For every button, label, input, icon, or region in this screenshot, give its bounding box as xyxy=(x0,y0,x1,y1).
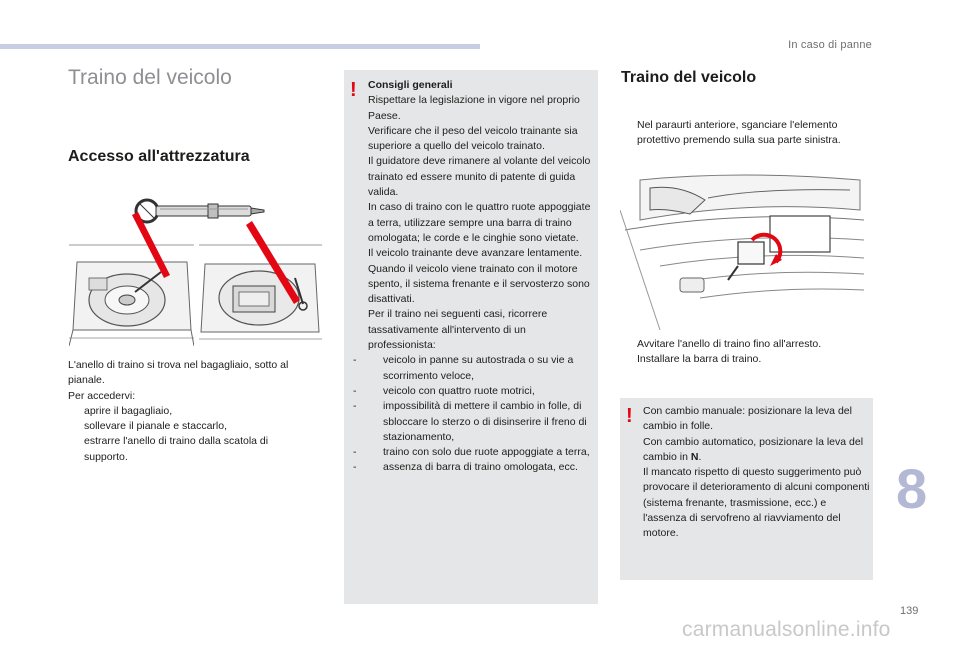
warning-icon: ! xyxy=(350,79,357,101)
case-item: - assenza di barra di traino omologata, ecc. xyxy=(353,461,578,474)
step-lift-floor: sollevare il pianale e staccarlo, xyxy=(84,420,227,433)
general-advice-text xyxy=(353,78,594,476)
page-number: 139 xyxy=(900,605,919,617)
advice-paragraph: Quando il veicolo viene trainato con il motore spento, il sistema frenante e il servosterzo sono disattivati. xyxy=(368,262,590,306)
case-item: - veicolo con quattro ruote motrici, xyxy=(353,384,535,397)
left-text-block xyxy=(68,358,313,465)
advice-paragraph: Il veicolo trainante deve avanzare lentamente. xyxy=(368,247,583,260)
advice-heading: Consigli generali xyxy=(368,79,453,91)
advice-paragraph: Il guidatore deve rimanere al volante del veicolo trainato ed essere munito di patente di guida valida. xyxy=(368,155,591,199)
watermark: carmanualsonline.info xyxy=(682,618,891,641)
intro-text: L'anello di traino si trova nel bagagliaio, sotto al pianale. xyxy=(68,359,289,387)
case-item: - impossibilità di mettere il cambio in folle, di sbloccare lo sterzo o di disinserire il freno di stazionamento, xyxy=(353,400,587,443)
section-subtitle: Accesso all'attrezzatura xyxy=(68,148,250,165)
right-step1: Nel paraurti anteriore, sganciare l'elemento protettivo premendo sulla sua parte sinistra. xyxy=(637,119,841,147)
gearbox-warning-text: Con cambio manuale: posizionare la leva del cambio in folle. Con cambio automatico, posizionare la leva del cambio in N. Il mancato rispetto di questo suggerimento può provocare il deterioramento di alcuni componenti (sistema frenante, trasmissione, ecc.) e l'assenza di servofreno al riavviamento del motore. xyxy=(643,405,870,540)
page-title: Traino del veicolo xyxy=(68,66,232,89)
access-label: Per accedervi: xyxy=(68,389,136,402)
advice-paragraph: Rispettare la legislazione in vigore nel proprio Paese. xyxy=(368,94,580,122)
case-item: - traino con solo due ruote appoggiate a terra, xyxy=(353,446,590,459)
section-label: In caso di panne xyxy=(788,39,872,51)
case-item: - veicolo in panne su autostrada o su vie a scorrimento veloce, xyxy=(353,354,574,382)
step-open-trunk: aprire il bagagliaio, xyxy=(84,404,173,417)
warning-icon: ! xyxy=(626,405,633,427)
chapter-number: 8 xyxy=(896,457,928,520)
right-steps-2-3: Avvitare l'anello di traino fino all'arresto. Installare la barra di traino. xyxy=(637,338,822,366)
advice-paragraph: In caso di traino con le quattro ruote appoggiate a terra, utilizzare sempre una barra di traino omologata; le corde e le cinghie sono vietate. xyxy=(368,201,591,244)
step-extract-ring: estrarre l'anello di traino dalla scatola di supporto. xyxy=(84,435,269,463)
right-section-title: Traino del veicolo xyxy=(621,69,757,86)
advice-paragraph: Per il traino nei seguenti casi, ricorrere tassativamente all'intervento di un professionista: xyxy=(368,308,548,352)
advice-paragraph: Verificare che il peso del veicolo trainante sia superiore a quello del veicolo trainato. xyxy=(368,124,578,153)
front-bumper-image xyxy=(620,170,864,330)
